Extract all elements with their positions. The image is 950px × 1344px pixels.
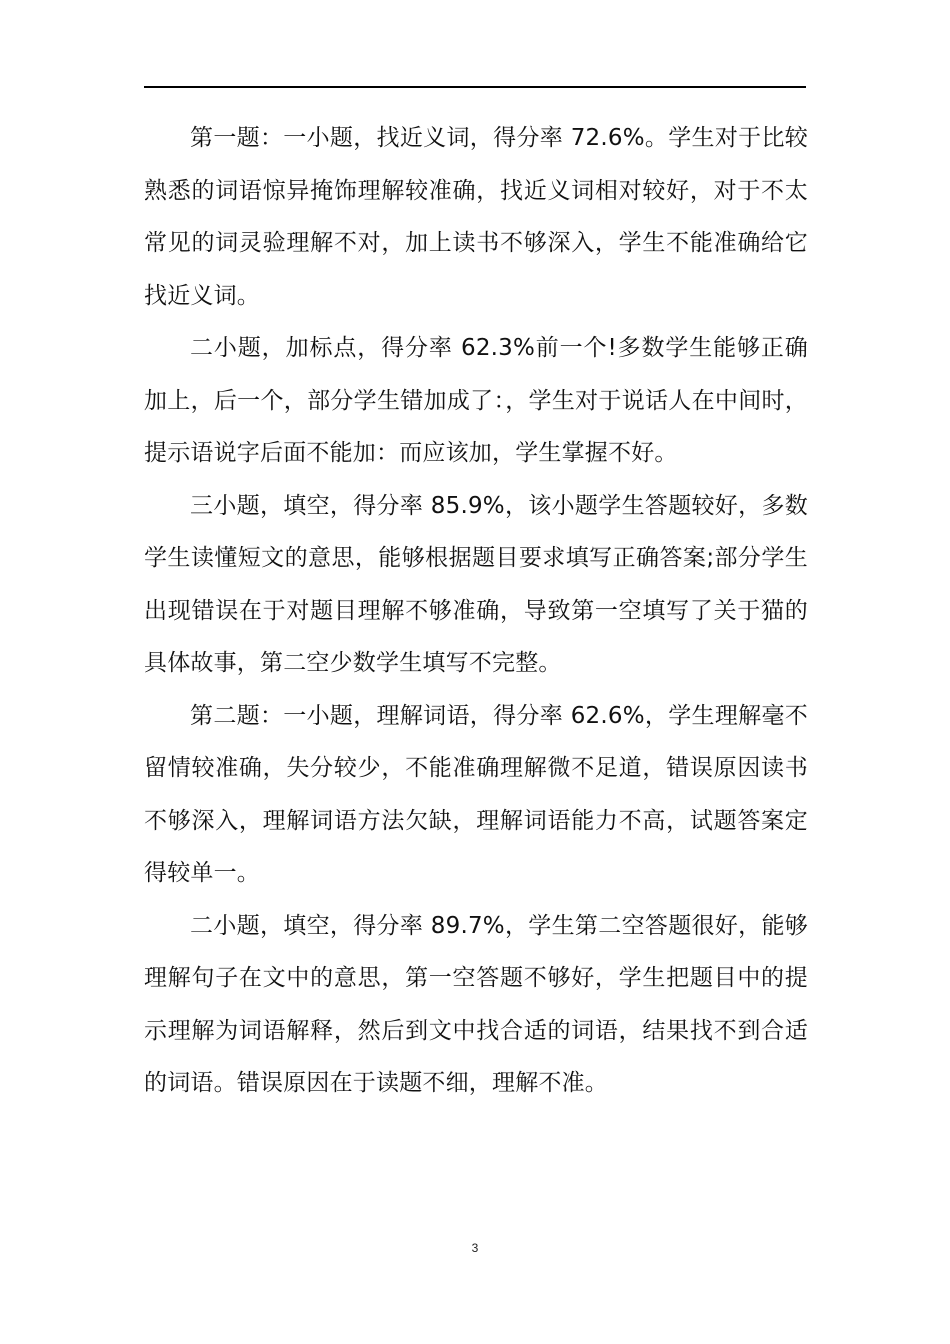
page-number: 3 <box>471 1241 479 1255</box>
paragraph-5: 二小题，填空，得分率 89.7%，学生第二空答题很好，能够理解句子在文中的意思，第一空答题不够好，学生把题目中的提示理解为词语解释，然后到文中找合适的词语，结果找不到合适的词语。错误原因在于读题不细，理解不准。 <box>144 912 808 1096</box>
document-body <box>144 112 808 1110</box>
paragraph-3: 三小题，填空，得分率 85.9%，该小题学生答题较好，多数学生读懂短文的意思，能够根据题目要求填写正确答案;部分学生出现错误在于对题目理解不够准确，导致第一空填写了关于猫的具体故事，第二空少数学生填写不完整。 <box>144 492 808 676</box>
paragraph-2: 二小题，加标点，得分率 62.3%前一个!多数学生能够正确加上，后一个，部分学生错加成了：，学生对于说话人在中间时，提示语说字后面不能加：而应该加，学生掌握不好。 <box>144 335 808 466</box>
paragraph-4: 第二题：一小题，理解词语，得分率 62.6%，学生理解毫不留情较准确，失分较少，不能准确理解微不足道，错误原因读书不够深入，理解词语方法欠缺，理解词语能力不高，试题答案定得较单一。 <box>144 702 808 886</box>
header-rule <box>144 86 806 88</box>
paragraph-1: 第一题：一小题，找近义词，得分率 72.6%。学生对于比较熟悉的词语惊异掩饰理解较准确，找近义词相对较好，对于不太常见的词灵验理解不对，加上读书不够深入，学生不能准确给它找近义词。 <box>144 125 808 309</box>
